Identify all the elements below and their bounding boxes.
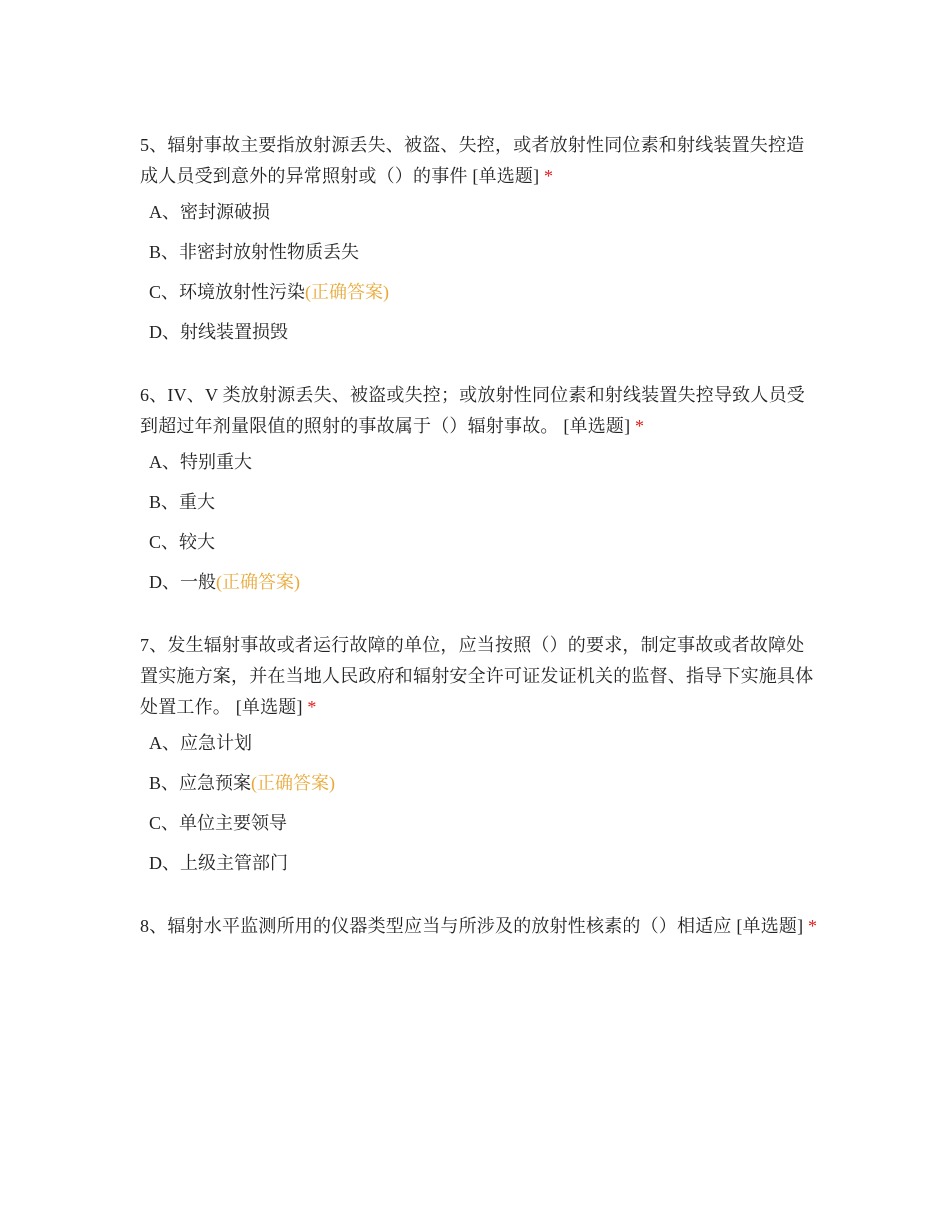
question-8 — [140, 911, 820, 942]
option-label: C、环境放射性污染 — [149, 282, 306, 302]
option-list — [140, 450, 820, 594]
question-7 — [140, 630, 820, 875]
question-text — [140, 630, 820, 723]
question-stem: 5、辐射事故主要指放射源丢失、被盗、失控，或者放射性同位素和射线装置失控造成人员受到意外的异常照射或（）的事件 — [140, 135, 805, 186]
option-label: C、较大 — [149, 532, 216, 552]
option-d[interactable] — [149, 320, 820, 344]
question-text — [140, 130, 820, 192]
option-label: D、一般 — [149, 572, 216, 592]
option-d[interactable] — [149, 851, 820, 875]
question-list — [140, 130, 820, 978]
option-label: A、密封源破损 — [149, 202, 270, 222]
question-5 — [140, 130, 820, 344]
correct-answer-tag: (正确答案) — [251, 773, 336, 793]
option-label: D、上级主管部门 — [149, 853, 288, 873]
option-label: A、应急计划 — [149, 733, 252, 753]
question-text — [140, 380, 820, 442]
question-stem: 7、发生辐射事故或者运行故障的单位，应当按照（）的要求，制定事故或者故障处置实施方案，并在当地人民政府和辐射安全许可证发证机关的监督、指导下实施具体处置工作。 — [140, 635, 814, 717]
option-a[interactable] — [149, 200, 820, 224]
question-type: [单选题] — [235, 697, 303, 717]
required-mark: * — [808, 916, 818, 936]
option-d[interactable] — [149, 570, 820, 594]
option-a[interactable] — [149, 731, 820, 755]
question-6 — [140, 380, 820, 594]
option-a[interactable] — [149, 450, 820, 474]
question-type: [单选题] — [736, 916, 804, 936]
option-list — [140, 200, 820, 344]
option-label: D、射线装置损毁 — [149, 322, 288, 342]
option-b[interactable] — [149, 240, 820, 264]
option-c[interactable] — [149, 811, 820, 835]
question-type: [单选题] — [563, 416, 631, 436]
option-label: B、非密封放射性物质丢失 — [149, 242, 360, 262]
option-b[interactable] — [149, 771, 820, 795]
option-b[interactable] — [149, 490, 820, 514]
correct-answer-tag: (正确答案) — [305, 282, 390, 302]
question-stem: 6、IV、V 类放射源丢失、被盗或失控；或放射性同位素和射线装置失控导致人员受到超过年剂量限值的照射的事故属于（）辐射事故。 — [140, 385, 805, 436]
option-label: B、应急预案 — [149, 773, 252, 793]
required-mark: * — [544, 166, 554, 186]
question-stem: 8、辐射水平监测所用的仪器类型应当与所涉及的放射性核素的（）相适应 — [140, 916, 732, 936]
option-c[interactable] — [149, 530, 820, 554]
option-list — [140, 731, 820, 875]
required-mark: * — [307, 697, 317, 717]
required-mark: * — [635, 416, 645, 436]
question-text — [140, 911, 820, 942]
option-label: C、单位主要领导 — [149, 813, 288, 833]
option-label: B、重大 — [149, 492, 216, 512]
correct-answer-tag: (正确答案) — [216, 572, 300, 592]
question-type: [单选题] — [472, 166, 540, 186]
option-c[interactable] — [149, 280, 820, 304]
option-label: A、特别重大 — [149, 452, 252, 472]
